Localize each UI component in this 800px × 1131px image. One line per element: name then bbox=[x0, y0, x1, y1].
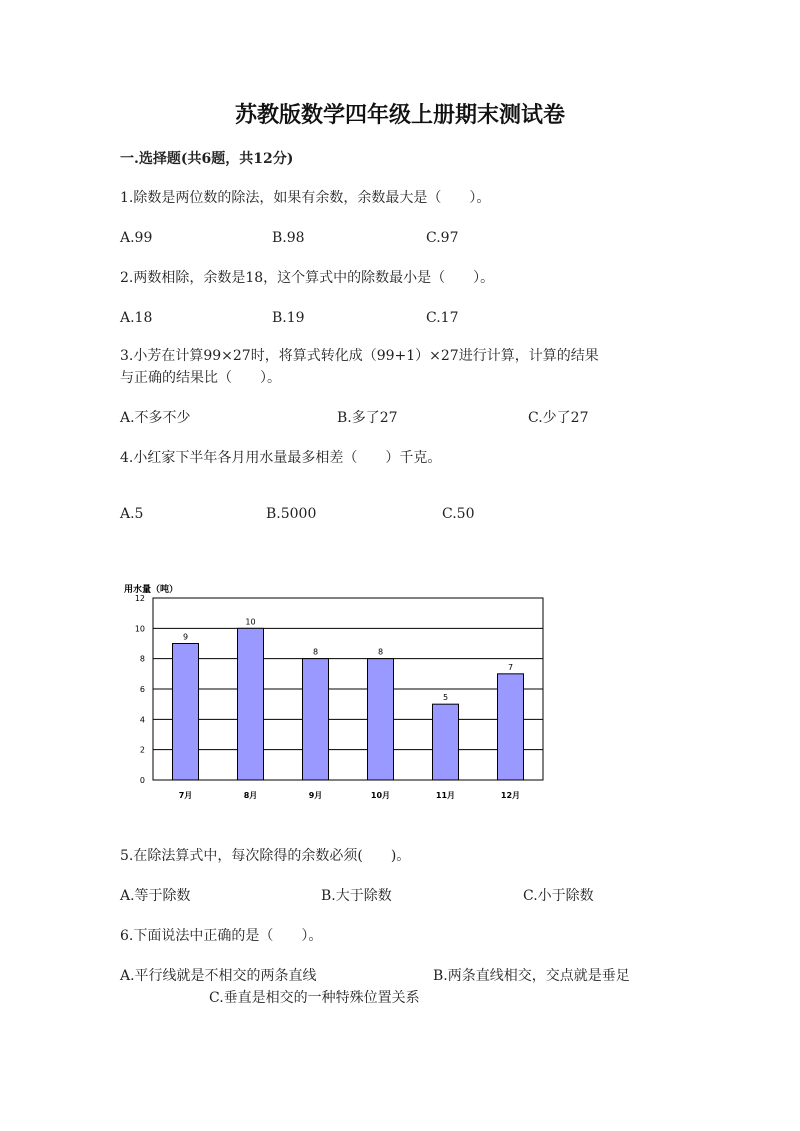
y-tick-label: 10 bbox=[134, 624, 145, 634]
x-tick-label: 10月 bbox=[370, 791, 391, 800]
question-5: 5.在除法算式中，每次除得的余数必须( )。 bbox=[120, 848, 411, 864]
bar bbox=[173, 644, 199, 781]
q6-option-a: A.平行线就是不相交的两条直线 bbox=[120, 968, 317, 984]
q1-option-c: C.97 bbox=[426, 230, 459, 246]
q4-option-b: B.5000 bbox=[266, 506, 317, 522]
q2-option-a: A.18 bbox=[120, 310, 153, 326]
bar bbox=[433, 704, 459, 780]
question-4: 4.小红家下半年各月用水量最多相差（ ）千克。 bbox=[120, 450, 442, 466]
q2-option-c: C.17 bbox=[426, 310, 459, 326]
bar-value-label: 10 bbox=[245, 617, 256, 627]
question-3-line-2: 与正确的结果比（ ）。 bbox=[120, 370, 281, 386]
bar-value-label: 7 bbox=[507, 662, 514, 672]
x-tick-label: 11月 bbox=[435, 791, 456, 800]
q1-option-a: A.99 bbox=[120, 230, 153, 246]
x-tick-label: 12月 bbox=[500, 791, 521, 800]
q6-option-c: C.垂直是相交的一种特殊位置关系 bbox=[209, 990, 420, 1006]
y-tick-label: 6 bbox=[139, 685, 145, 694]
y-tick-label: 0 bbox=[139, 776, 145, 785]
x-tick-label: 8月 bbox=[243, 791, 258, 800]
bar bbox=[498, 674, 524, 780]
x-tick-label: 7月 bbox=[178, 791, 193, 800]
q6-option-b: B.两条直线相交，交点就是垂足 bbox=[433, 968, 630, 984]
q3-option-c: C.少了27 bbox=[528, 410, 589, 426]
y-tick-label: 4 bbox=[139, 715, 145, 725]
bar-value-label: 5 bbox=[442, 693, 449, 703]
bar-value-label: 8 bbox=[312, 647, 319, 657]
question-3-line-1: 3.小芳在计算99×27时，将算式转化成（99+1）×27进行计算，计算的结果 bbox=[120, 348, 599, 364]
question-6: 6.下面说法中正确的是（ ）。 bbox=[120, 928, 323, 944]
question-1: 1.除数是两位数的除法，如果有余数，余数最大是（ ）。 bbox=[120, 190, 491, 206]
q5-option-b: B.大于除数 bbox=[321, 888, 392, 904]
q3-option-a: A.不多不少 bbox=[120, 410, 191, 426]
q2-option-b: B.19 bbox=[272, 310, 305, 326]
x-tick-label: 9月 bbox=[308, 791, 323, 800]
section-heading: 一.选择题(共6题，共12分) bbox=[120, 151, 294, 167]
bar-value-label: 9 bbox=[182, 632, 189, 642]
q1-option-b: B.98 bbox=[272, 230, 305, 246]
y-axis-label: 用水量（吨） bbox=[124, 585, 179, 595]
y-tick-label: 12 bbox=[134, 594, 145, 603]
q4-option-c: C.50 bbox=[442, 506, 475, 522]
question-2: 2.两数相除，余数是18，这个算式中的除数最小是（ ）。 bbox=[120, 270, 495, 286]
q5-option-c: C.小于除数 bbox=[523, 888, 594, 904]
page-title: 苏教版数学四年级上册期末测试卷 bbox=[234, 102, 565, 128]
bar bbox=[368, 659, 394, 780]
q4-option-a: A.5 bbox=[120, 506, 144, 522]
bar-value-label: 8 bbox=[377, 647, 384, 657]
bar bbox=[238, 628, 264, 780]
bar bbox=[303, 659, 329, 780]
water-usage-bar-chart bbox=[118, 578, 558, 808]
q5-option-a: A.等于除数 bbox=[120, 888, 191, 904]
q3-option-b: B.多了27 bbox=[337, 410, 398, 426]
y-tick-label: 8 bbox=[139, 654, 145, 664]
y-tick-label: 2 bbox=[139, 745, 145, 755]
